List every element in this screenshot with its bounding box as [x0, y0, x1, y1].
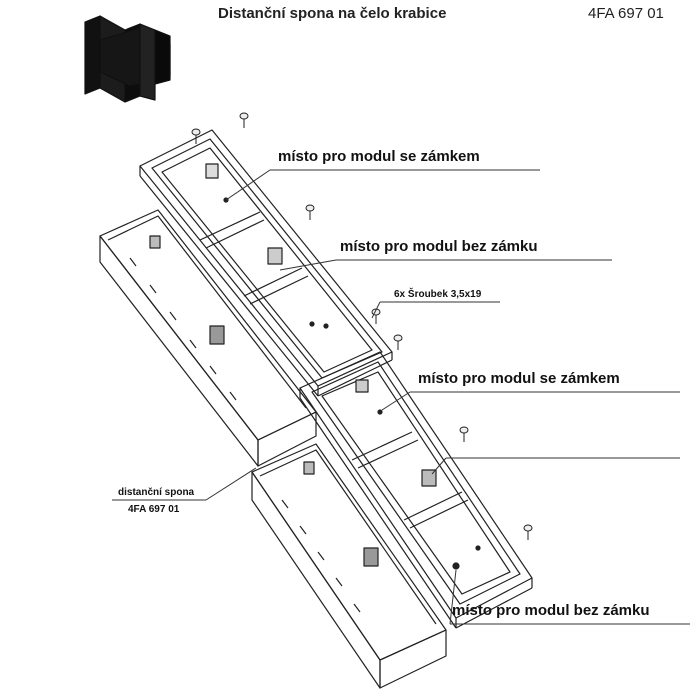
- upper-installation-box: [100, 210, 316, 466]
- callout-module-lock-2: místo pro modul se zámkem: [418, 370, 620, 387]
- diagram-title: Distanční spona na čelo krabice: [218, 5, 447, 22]
- callout-screws: 6x Šroubek 3,5x19: [394, 289, 482, 300]
- callout-spacer-label: distanční spona: [118, 487, 195, 498]
- callout-module-nolock-2: místo pro modul bez zámku: [452, 602, 650, 619]
- lower-installation-box: [252, 444, 446, 688]
- callout-module-nolock-1: místo pro modul bez zámku: [340, 238, 538, 255]
- product-code: 4FA 697 01: [588, 5, 664, 22]
- spacer-clip-thumbnail: [85, 16, 170, 102]
- callout-module-lock-1: místo pro modul se zámkem: [278, 148, 480, 165]
- callout-spacer-code: 4FA 697 01: [128, 504, 180, 515]
